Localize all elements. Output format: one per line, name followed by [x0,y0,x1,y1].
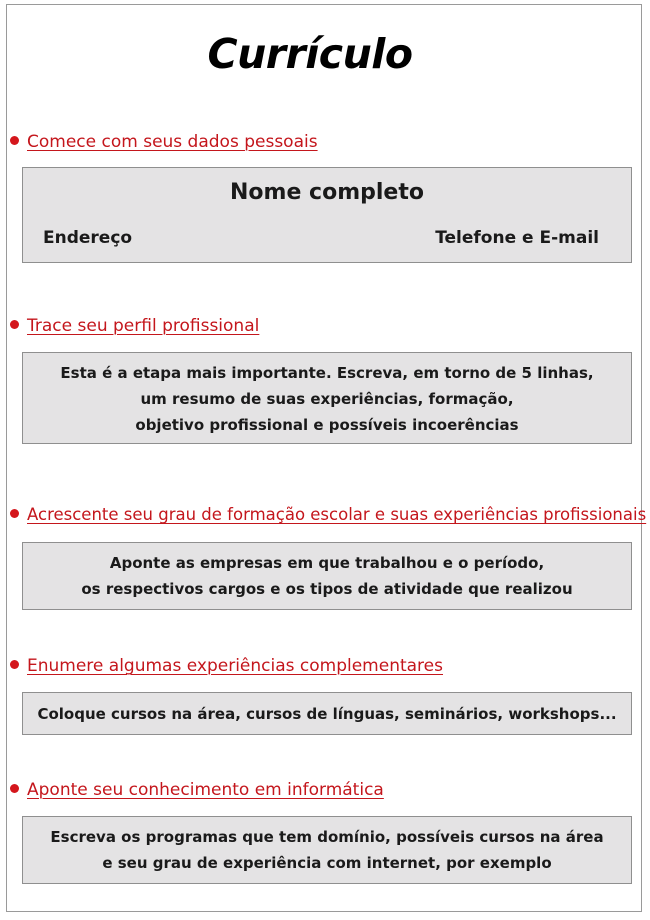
computing-line: Escreva os programas que tem domínio, possíveis cursos na área [50,828,604,846]
education-line: Aponte as empresas em que trabalhou e o período, [109,554,545,572]
section-heading-education-experience [10,505,646,524]
profile-line: um resumo de suas experiências, formação, [140,390,514,408]
bullet-icon [10,320,19,329]
profile-box [22,352,632,444]
bullet-icon [10,509,19,518]
personal-data-box [22,167,632,263]
bullet-icon [10,136,19,145]
bullet-icon [10,660,19,669]
profile-line: objetivo profissional e possíveis incoerências [135,416,519,434]
complementary-line: Coloque cursos na área, cursos de línguas, seminários, workshops... [37,705,617,723]
profile-line: Esta é a etapa mais importante. Escreva, em torno de 5 linhas, [60,364,594,382]
document-title: Currículo [207,30,413,78]
section-heading-complementary [10,656,443,676]
section-heading-text: Trace seu perfil profissional [27,316,260,336]
section-heading-text: Aponte seu conhecimento em informática [27,780,384,800]
section-heading-profile [10,316,259,336]
section-heading-text: Acrescente seu grau de formação escolar e suas experiências profissionais [27,505,647,524]
complementary-box [22,692,632,735]
full-name-label: Nome completo [230,180,424,205]
section-heading-text: Comece com seus dados pessoais [27,132,318,152]
address-label: Endereço [43,228,133,248]
computing-line: e seu grau de experiência com internet, por exemplo [102,854,552,872]
section-heading-text: Enumere algumas experiências complementares [27,656,443,676]
computing-box [22,816,632,884]
bullet-icon [10,784,19,793]
education-line: os respectivos cargos e os tipos de atividade que realizou [81,580,573,598]
section-heading-personal-data [10,132,318,152]
education-experience-box [22,542,632,610]
section-heading-computing [10,780,384,800]
phone-email-label: Telefone e E-mail [435,228,599,248]
